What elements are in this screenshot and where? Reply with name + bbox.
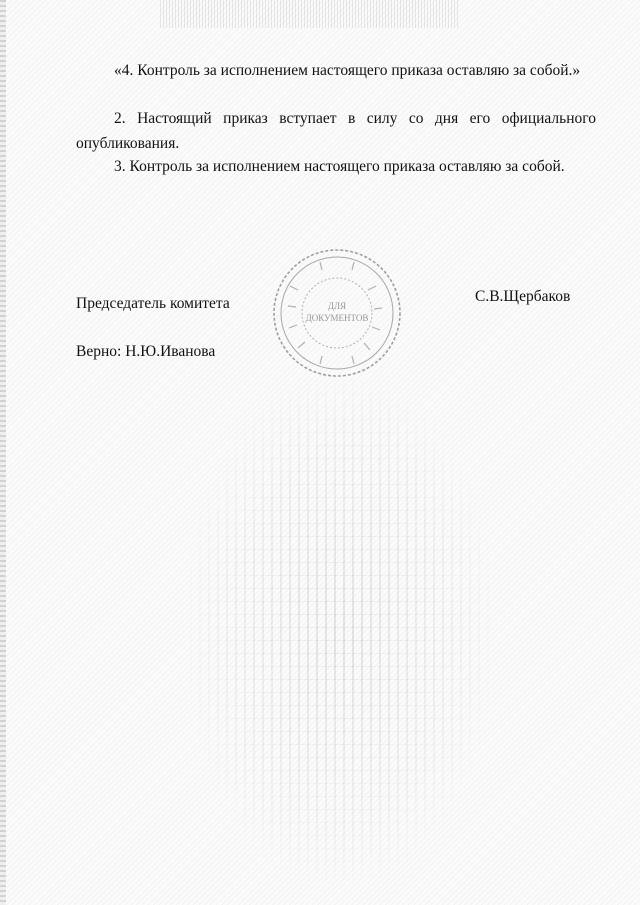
official-stamp-icon: [270, 246, 404, 380]
paragraph-item-2: 2. Настоящий приказ вступает в силу со дня его официального опубликования.: [76, 110, 596, 152]
scan-edge-left: [0, 0, 6, 905]
certified-copy-note: Верно: Н.Ю.Иванова: [76, 343, 216, 360]
scan-noise-top: [160, 0, 460, 28]
reverse-side-bleed-through: [190, 380, 490, 880]
stamp-text-line2: ДОКУМЕНТОВ: [305, 313, 369, 323]
paragraph-amendment-item-4: «4. Контроль за исполнением настоящего приказа оставляю за собой.»: [114, 62, 581, 79]
stamp-text-line1: ДЛЯ: [327, 301, 347, 311]
signatory-name: С.В.Щербаков: [475, 288, 571, 305]
signatory-role: Председатель комитета: [76, 295, 230, 312]
paragraph-item-3: 3. Контроль за исполнением настоящего приказа оставляю за собой.: [114, 158, 565, 175]
